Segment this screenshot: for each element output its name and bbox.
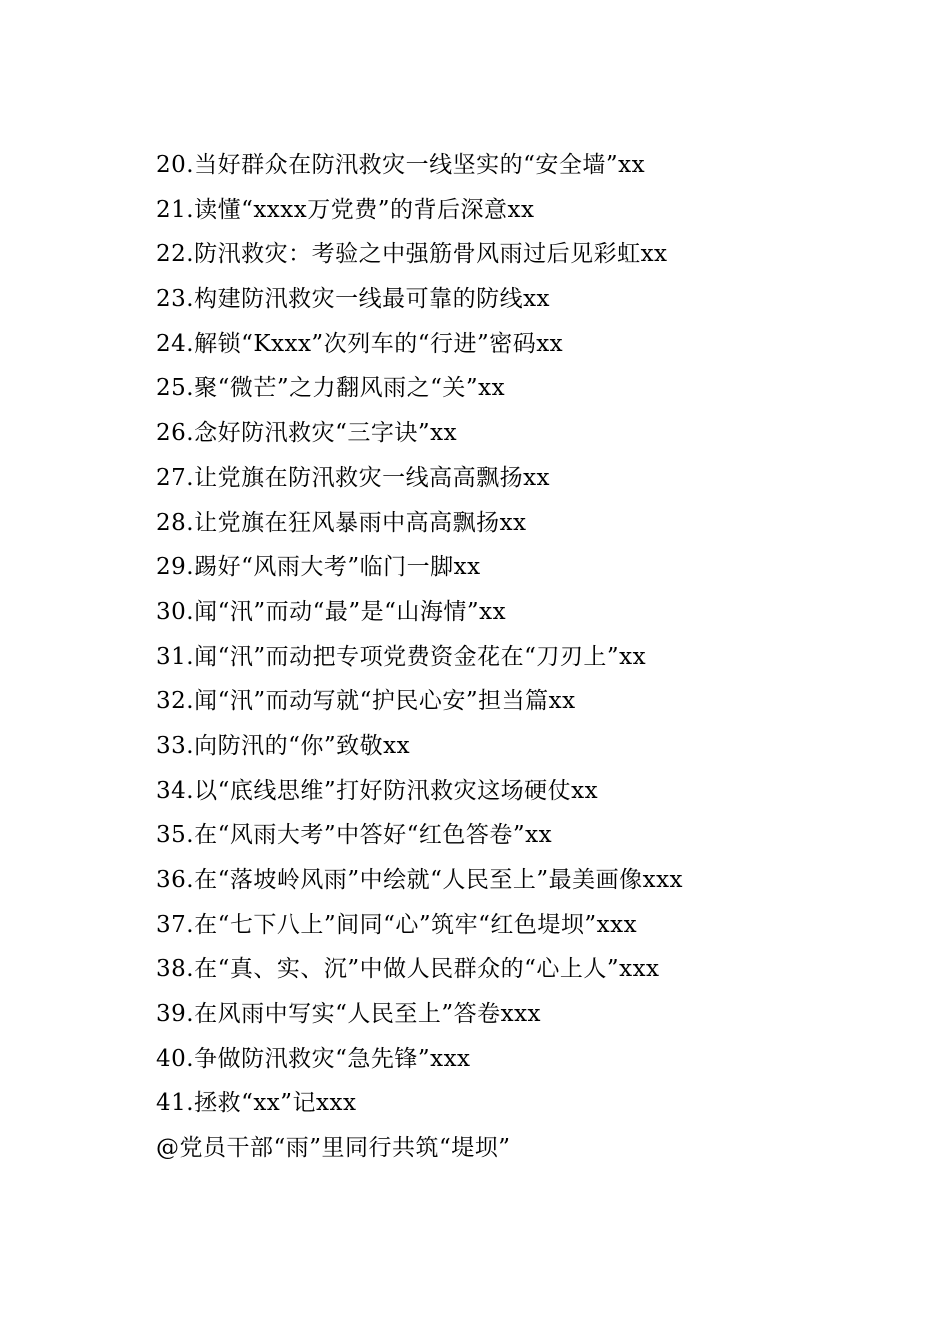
- list-item: 36.在“落坡岭风雨”中绘就“人民至上”最美画像xxx: [156, 867, 684, 893]
- list-item: 23.构建防汛救灾一线最可靠的防线xx: [156, 286, 551, 313]
- list-item: 34.以“底线思维”打好防汛救灾这场硬仗xx: [156, 777, 599, 804]
- list-item: 20.当好群众在防汛救灾一线坚实的“安全墙”xx: [156, 152, 646, 178]
- list-item: 31.闻“汛”而动把专项党费资金花在“刀刃上”xx: [156, 643, 647, 670]
- list-item: 40.争做防汛救灾“急先锋”xxx: [156, 1045, 471, 1072]
- title-list: [156, 143, 916, 1171]
- list-item: 32.闻“汛”而动写就“护民心安”担当篇xx: [156, 688, 576, 715]
- list-item: 41.拯救“xx”记xxx: [156, 1090, 357, 1117]
- list-item: 27.让党旗在防汛救灾一线高高飘扬xx: [156, 464, 551, 491]
- list-item: 21.读懂“xxxx万党费”的背后深意xx: [156, 196, 535, 223]
- list-item: 22.防汛救灾：考验之中强筋骨风雨过后见彩虹xx: [156, 241, 668, 268]
- list-item: 37.在“七下八上”间同“心”筑牢“红色堤坝”xxx: [156, 911, 638, 938]
- list-item: 33.向防汛的“你”致敬xx: [156, 732, 411, 759]
- list-item: 35.在“风雨大考”中答好“红色答卷”xx: [156, 822, 553, 849]
- list-item: 26.念好防汛救灾“三字诀”xx: [156, 420, 458, 447]
- list-item: 28.让党旗在狂风暴雨中高高飘扬xx: [156, 509, 527, 536]
- list-item: 38.在“真、实、沉”中做人民群众的“心上人”xxx: [156, 956, 660, 983]
- list-item: 25.聚“微芒”之力翻风雨之“关”xx: [156, 375, 506, 402]
- list-item: 30.闻“汛”而动“最”是“山海情”xx: [156, 598, 507, 625]
- list-item: 29.踢好“风雨大考”临门一脚xx: [156, 554, 481, 581]
- list-item: @党员干部“雨”里同行共筑“堤坝”: [156, 1135, 511, 1162]
- list-item: 24.解锁“Kxxx”次列车的“行进”密码xx: [156, 330, 564, 357]
- list-item: 39.在风雨中写实“人民至上”答卷xxx: [156, 1001, 542, 1028]
